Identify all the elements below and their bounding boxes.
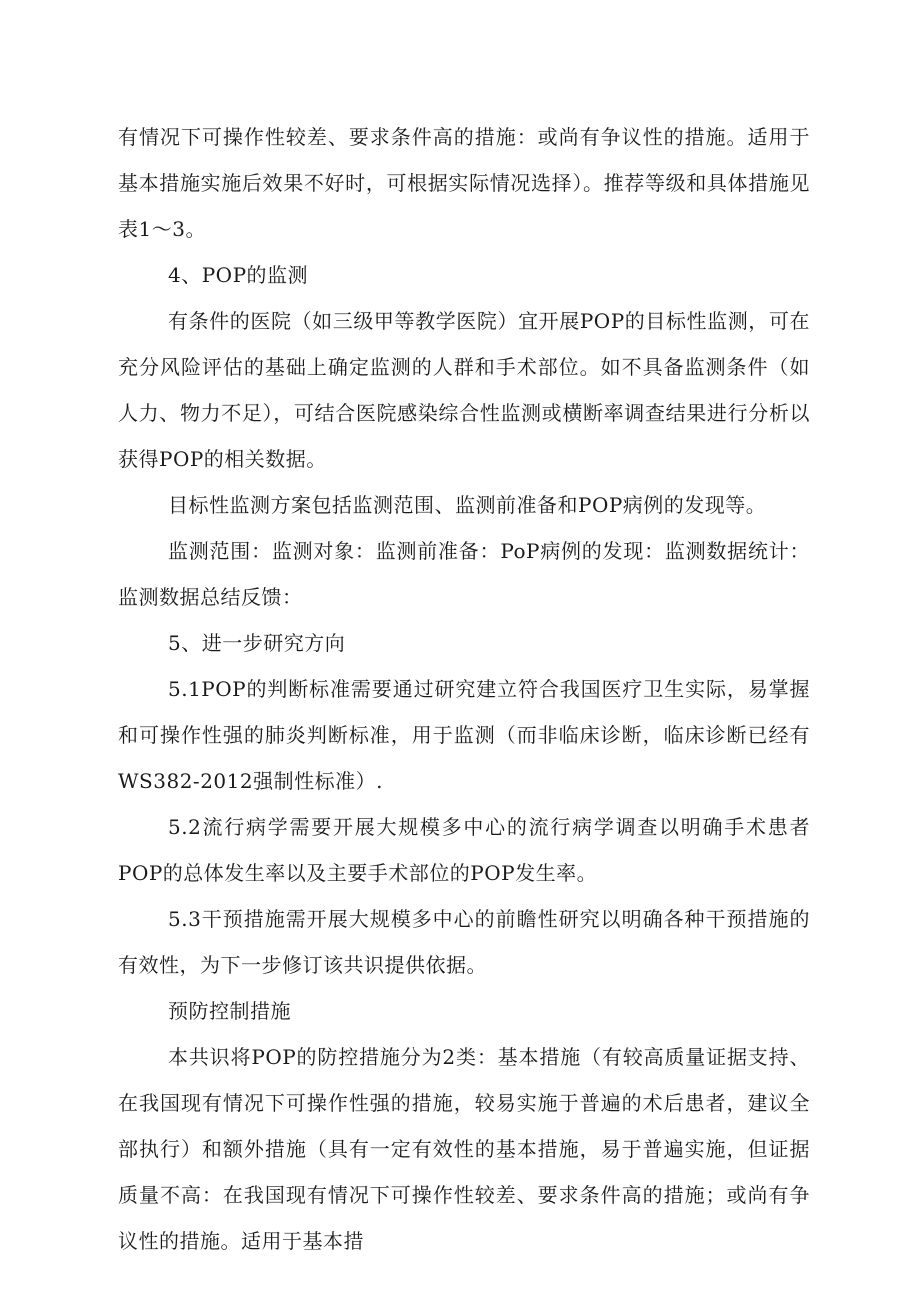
- paragraph-monitoring-conditions: 有条件的医院（如三级甲等教学医院）宜开展POP的目标性监测，可在充分风险评估的基础上确定监测的人群和手术部位。如不具备监测条件（如人力、物力不足），可结合医院感染综合性监测或横断率调查结果进行分析以获得POP的相关数据。: [118, 309, 810, 471]
- section-heading-monitoring: 4、POP的监测: [168, 263, 309, 287]
- paragraph-prevention-measures: 本共识将POP的防控措施分为2类：基本措施（有较高质量证据支持、在我国现有情况下可操作性强的措施，较易实施于普遍的术后患者，建议全部执行）和额外措施（具有一定有效性的基本措施，易于普遍实施，但证据质量不高：在我国现有情况下可操作性较差、要求条件高的措施；或尚有争议性的措施。适用于基本措: [118, 1045, 810, 1253]
- paragraph-continuation: 有情况下可操作性较差、要求条件高的措施：或尚有争议性的措施。适用于基本措施实施后效果不好时，可根据实际情况选择）。推荐等级和具体措施见表1～3。: [118, 125, 810, 241]
- document-body: [118, 114, 810, 1264]
- paragraph-research-5-2: 5.2流行病学需要开展大规模多中心的流行病学调查以明确手术患者POP的总体发生率以及主要手术部位的POP发生率。: [118, 815, 810, 885]
- section-heading-research: 5、进一步研究方向: [168, 631, 346, 655]
- section-heading-prevention: 预防控制措施: [168, 999, 291, 1023]
- paragraph-monitoring-scope: 监测范围：监测对象：监测前准备：PoP病例的发现：监测数据统计：监测数据总结反馈：: [118, 539, 810, 609]
- paragraph-targeted-monitoring: 目标性监测方案包括监测范围、监测前准备和POP病例的发现等。: [168, 493, 767, 517]
- paragraph-research-5-3: 5.3干预措施需开展大规模多中心的前瞻性研究以明确各种干预措施的有效性，为下一步修订该共识提供依据。: [118, 907, 810, 977]
- paragraph-research-5-1: 5.1POP的判断标准需要通过研究建立符合我国医疗卫生实际，易掌握和可操作性强的肺炎判断标准，用于监测（而非临床诊断，临床诊断已经有WS382-2012强制性标准）.: [118, 677, 810, 793]
